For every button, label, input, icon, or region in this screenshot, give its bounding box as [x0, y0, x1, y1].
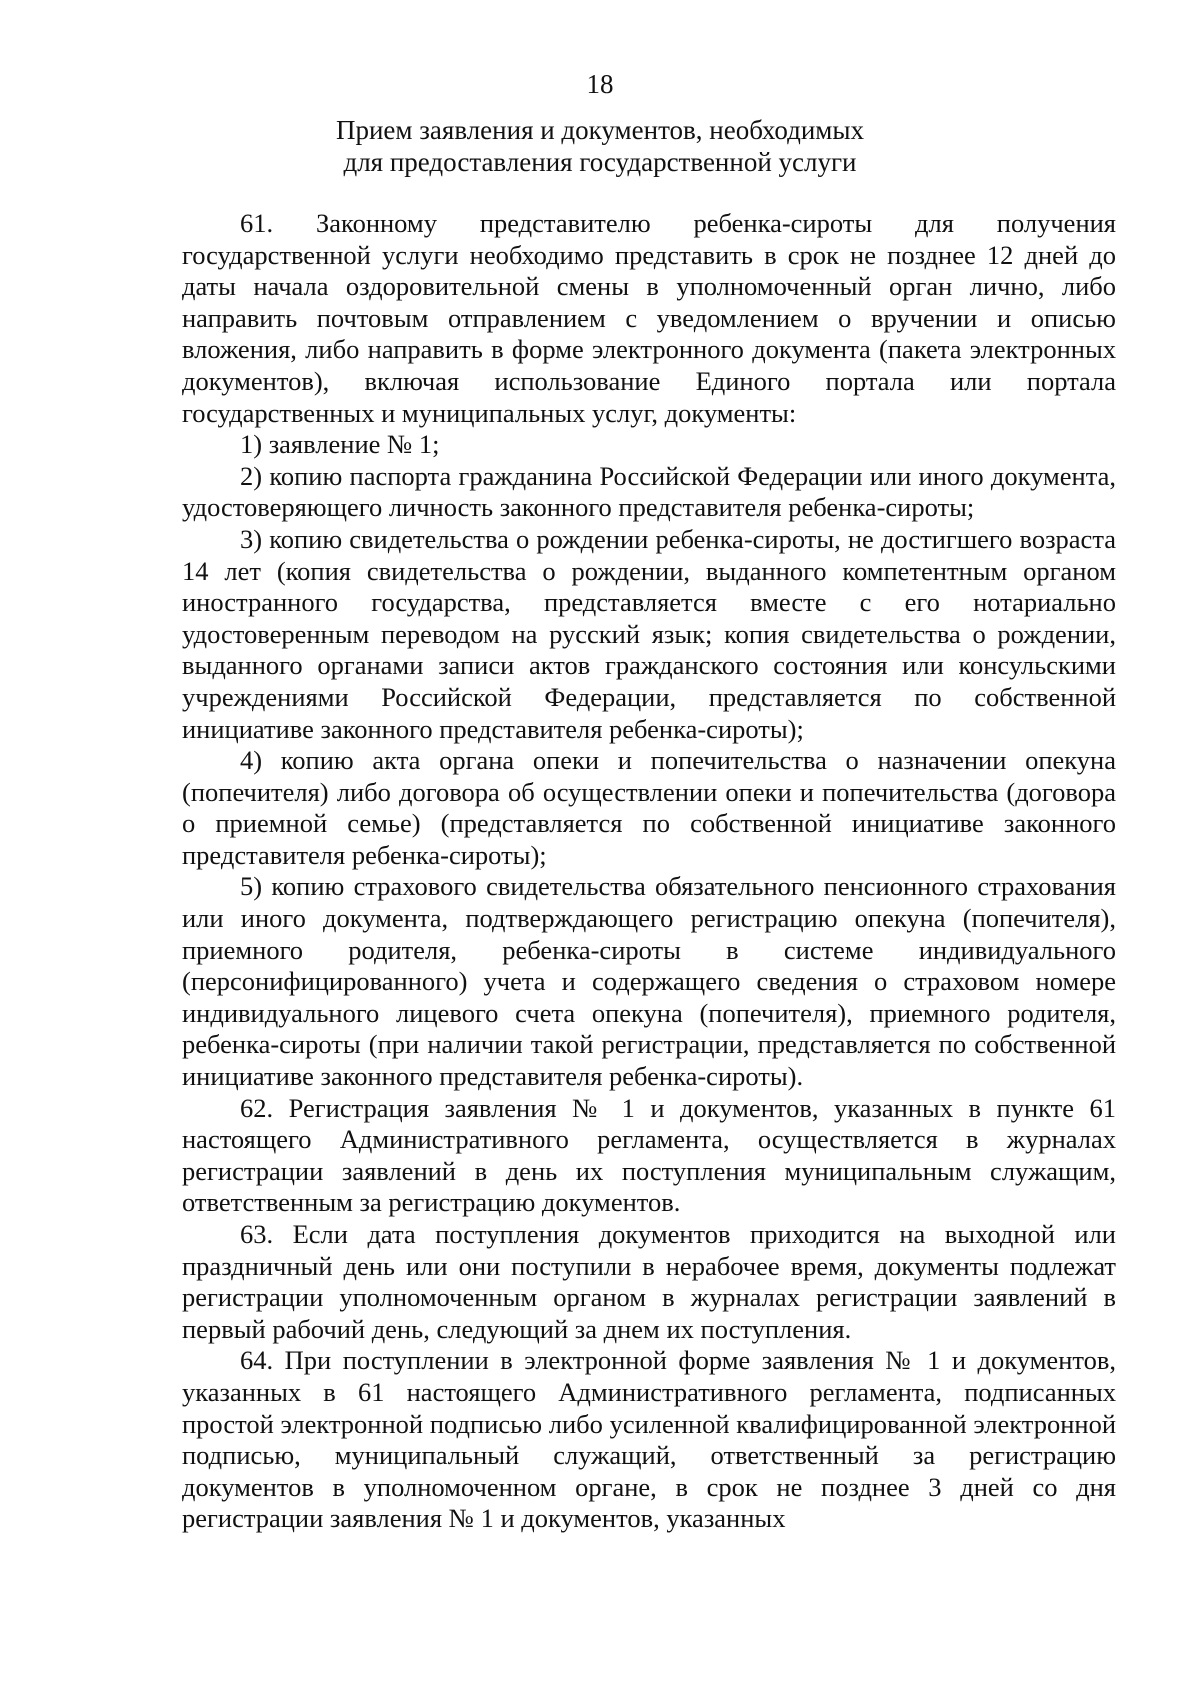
paragraph-61: 61. Законному представителю ребенка-сироты для получения государственной услуги необходимо представить в срок не позднее 12 дней до даты начала оздоровительной смены в уполномоченный орган лично, либо направить почтовым отправлением с уведомлением о вручении и описью вложения, либо направить в форме электронного документа (пакета электронных документов), включая использование Единого портала или портала государственных и муниципальных услуг, документы:	[182, 208, 1116, 428]
page-number: 18	[586, 69, 614, 99]
list-item-4: 4) копию акта органа опеки и попечительства о назначении опекуна (попечителя) либо договора об осуществлении опеки и попечительства (договора о приемной семье) (представляется по собственной инициативе законного представителя ребенка-сироты);	[182, 745, 1116, 870]
list-item-3: 3) копию свидетельства о рождении ребенка-сироты, не достигшего возраста 14 лет (копия свидетельства о рождении, выданного компетентным органом иностранного государства, представляется вместе с его нотариально удостоверенным переводом на русский язык; копия свидетельства о рождении, выданного органами записи актов гражданского состояния или консульскими учреждениями Российской Федерации, представляется по собственной инициативе законного представителя ребенка-сироты);	[182, 523, 1116, 744]
section-heading	[0, 114, 1200, 178]
list-item-1: 1) заявление № 1;	[240, 429, 440, 460]
paragraph-63: 63. Если дата поступления документов приходится на выходной или праздничный день или они поступили в нерабочее время, документы подлежат регистрации уполномоченным органом в журналах регистрации заявлений в первый рабочий день, следующий за днем их поступления.	[182, 1219, 1116, 1344]
list-item-5: 5) копию страхового свидетельства обязательного пенсионного страхования или иного документа, подтверждающего регистрацию опекуна (попечителя), приемного родителя, ребенка-сироты в системе индивидуального (персонифицированного) учета и содержащего сведения о страховом номере индивидуального лицевого счета опекуна (попечителя), приемного родителя, ребенка-сироты (при наличии такой регистрации, представляется по собственной инициативе законного представителя ребенка-сироты).	[182, 871, 1116, 1092]
section-heading-line-2: для предоставления государственной услуги	[343, 147, 857, 177]
paragraph-62: 62. Регистрация заявления № 1 и документов, указанных в пункте 61 настоящего Административного регламента, осуществляется в журналах регистрации заявлений в день их поступления муниципальным служащим, ответственным за регистрацию документов.	[182, 1092, 1116, 1218]
section-heading-line-1: Прием заявления и документов, необходимых	[335, 115, 865, 145]
paragraph-64: 64. При поступлении в электронной форме заявления № 1 и документов, указанных в 61 настоящего Административного регламента, подписанных простой электронной подписью либо усиленной квалифицированной электронной подписью, муниципальный служащий, ответственный за регистрацию документов в уполномоченном органе, в срок не позднее 3 дней со дня регистрации заявления № 1 и документов, указанных	[182, 1345, 1116, 1534]
document-body	[182, 208, 1116, 1535]
list-item-2: 2) копию паспорта гражданина Российской Федерации или иного документа, удостоверяющего личность законного представителя ребенка-сироты;	[182, 460, 1116, 523]
